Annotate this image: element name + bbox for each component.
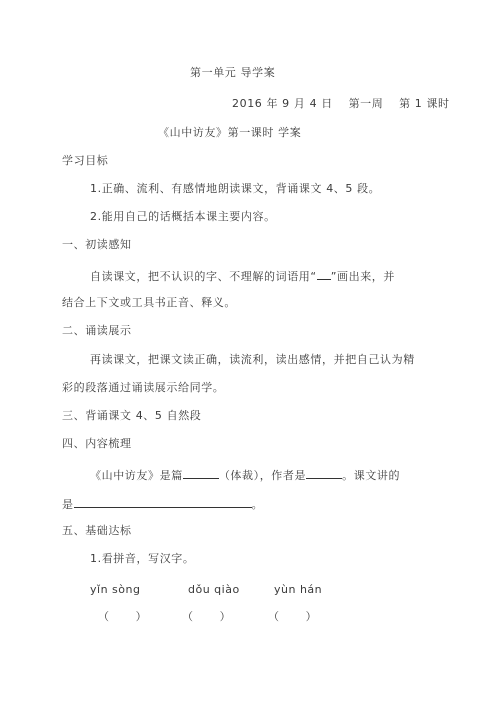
content-lead: 是 <box>62 498 74 511</box>
answer-box-3[interactable] <box>268 610 317 624</box>
section-2-heading: 二、诵读展示 <box>62 324 132 337</box>
author-prefix: （体裁），作者是 <box>218 469 307 482</box>
answer-open-2: （ <box>182 610 194 623</box>
date-line: 2016 年 9 月 4 日 第一周 第 1 课时 <box>232 97 450 110</box>
answer-open-3: （ <box>268 610 280 623</box>
answer-box-1[interactable] <box>98 610 147 624</box>
author-blank[interactable] <box>306 467 342 479</box>
objective-item-1: 1.正确、流利、有感情地朗读课文，背诵课文 4、5 段。 <box>90 182 381 195</box>
unit-title: 第一单元 导学案 <box>190 66 276 79</box>
answer-box-2[interactable] <box>182 610 231 624</box>
objective-item-2: 2.能用自己的话概括本课主要内容。 <box>90 210 276 223</box>
mark-blank <box>317 268 331 280</box>
pinyin-1: yǐn sòng <box>90 583 141 596</box>
section-1-text-b: ”画出来，并 <box>330 270 396 283</box>
section-5-heading: 五、基础达标 <box>62 524 132 537</box>
answer-close-1: ） <box>135 610 148 623</box>
pinyin-3: yùn hán <box>274 583 323 596</box>
section-5-task: 1.看拼音，写汉字。 <box>90 552 195 565</box>
content-blank[interactable] <box>74 496 252 508</box>
genre-blank[interactable] <box>183 467 219 479</box>
section-4-line-2 <box>62 496 263 512</box>
genre-prefix: 《山中访友》是篇 <box>90 469 183 482</box>
content-prefix: 。课文讲的 <box>342 469 401 482</box>
section-4-heading: 四、内容梳理 <box>62 437 132 450</box>
pinyin-2: dǒu qiào <box>188 583 240 596</box>
content-end: 。 <box>251 498 264 511</box>
section-2-line-1: 再读课文，把课文读正确，读流利，读出感情，并把自己认为精 <box>90 353 415 366</box>
section-1-text-a: 自读课文，把不认识的字、不理解的词语用“ <box>90 270 317 283</box>
objectives-heading: 学习目标 <box>62 154 109 167</box>
section-4-line-1 <box>90 467 400 483</box>
answer-close-2: ） <box>219 610 232 623</box>
lesson-title: 《山中访友》第一课时 学案 <box>158 126 302 139</box>
section-1-heading: 一、初读感知 <box>62 238 132 251</box>
section-2-line-2: 彩的段落通过诵读展示给同学。 <box>62 381 225 394</box>
answer-open-1: （ <box>98 610 110 623</box>
section-3-heading: 三、背诵课文 4、5 自然段 <box>62 409 202 422</box>
answer-close-3: ） <box>305 610 318 623</box>
section-1-line-1 <box>90 268 395 284</box>
section-1-line-2: 结合上下文或工具书正音、释义。 <box>62 296 236 309</box>
